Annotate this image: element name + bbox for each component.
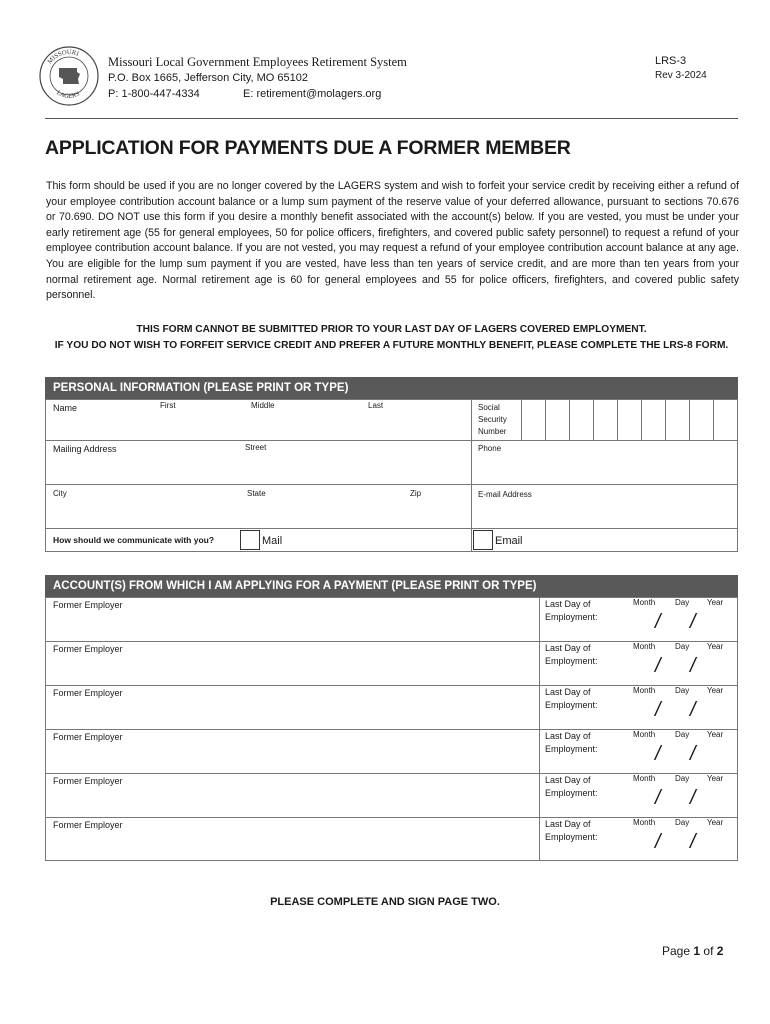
org-phone: P: 1-800-447-4334 [108, 88, 200, 100]
divider [471, 399, 472, 552]
page-title: APPLICATION FOR PAYMENTS DUE A FORMER MEMBER [45, 137, 571, 159]
last-day-date-input[interactable] [625, 609, 735, 637]
date-slash: / [690, 611, 696, 633]
year-label: Year [707, 642, 724, 651]
last-day-date-input[interactable] [625, 829, 735, 857]
last-day-date-input[interactable] [625, 697, 735, 725]
mailing-address-label: Mailing Address [53, 444, 117, 454]
last-day-date-input[interactable] [625, 785, 735, 813]
street-input[interactable] [50, 456, 467, 482]
email-option-label: Email [495, 535, 523, 547]
phone-label: Phone [478, 444, 502, 453]
intro-paragraph: This form should be used if you are no longer covered by the LAGERS system and wish to forfeit your service credit by receiving either a refund of your employee contribution account balance or a lump sum payment of the reserve value of your deferred allowance, pursuant to sections 70.676 or 70.690. DO NOT use this form if you desire a monthly benefit associated with the account(s) below. If you are vested, you must be under your early retirement age (55 for general employees, 50 for police officers, firefighters, and covered public safety personnel) to request a refund of your employee contribution account balance. If you are not vested, you may request a refund of your employee contribution account balance at any age. You are eligible for the lump sum payment if you are vested, have less than ten years of service credit, and are more than ten years from your normal retirement age. Normal retirement age is 60 for general employees and 55 for police officers, firefighters, and covered public safety personnel. [46, 180, 739, 302]
date-slash: / [690, 831, 696, 853]
former-employer-input[interactable] [51, 700, 537, 726]
date-slash: / [655, 655, 661, 677]
state-label: State [247, 489, 266, 498]
divider [45, 440, 738, 441]
day-label: Day [675, 730, 690, 739]
org-email: E: retirement@molagers.org [243, 88, 382, 100]
account-row [45, 641, 738, 685]
personal-info-heading: PERSONAL INFORMATION (PLEASE PRINT OR TYPE) [45, 377, 738, 399]
mail-option-label: Mail [262, 535, 283, 547]
date-slash: / [690, 655, 696, 677]
former-employer-input[interactable] [51, 612, 537, 638]
name-label: Name [53, 403, 78, 413]
account-row [45, 773, 738, 817]
page-current: 1 [693, 944, 701, 958]
date-slash: / [655, 787, 661, 809]
divider [45, 528, 738, 529]
former-employer-label: Former Employer [53, 600, 123, 610]
year-label: Year [707, 730, 724, 739]
form-number: LRS-3 [655, 55, 687, 67]
date-slash: / [690, 699, 696, 721]
account-row [45, 597, 738, 641]
former-employer-label: Former Employer [53, 820, 123, 830]
svg-text:LAGERS: LAGERS [55, 89, 81, 101]
notice-line-1: THIS FORM CANNOT BE SUBMITTED PRIOR TO YOUR LAST DAY OF LAGERS COVERED EMPLOYMENT. [136, 324, 647, 335]
account-row [45, 729, 738, 773]
former-employer-label: Former Employer [53, 732, 123, 742]
former-employer-input[interactable] [51, 656, 537, 682]
day-label: Day [675, 642, 690, 651]
page-number [662, 944, 723, 958]
last-day-label: Last Day of Employment: [545, 643, 598, 666]
sign-page-two-note: PLEASE COMPLETE AND SIGN PAGE TWO. [270, 896, 500, 908]
month-label: Month [633, 598, 656, 607]
last-day-date-input[interactable] [625, 741, 735, 769]
day-label: Day [675, 818, 690, 827]
year-label: Year [707, 598, 724, 607]
page-total: 2 [716, 944, 724, 958]
last-day-label: Last Day of Employment: [545, 599, 598, 622]
form-revision: Rev 3-2024 [655, 70, 707, 81]
email-checkbox[interactable] [473, 530, 493, 550]
last-day-label: Last Day of Employment: [545, 775, 598, 798]
day-label: Day [675, 774, 690, 783]
account-row [45, 817, 738, 861]
date-slash: / [690, 787, 696, 809]
mail-checkbox[interactable] [240, 530, 260, 550]
street-label: Street [245, 443, 267, 452]
communicate-label: How should we communicate with you? [53, 535, 215, 545]
month-label: Month [633, 818, 656, 827]
svg-text:MISSOURI: MISSOURI [46, 48, 80, 66]
city-label: City [53, 489, 67, 498]
email-address-input[interactable] [475, 502, 735, 526]
page-label: Page [662, 944, 691, 958]
day-label: Day [675, 598, 690, 607]
last-day-label: Last Day of Employment: [545, 731, 598, 754]
last-day-label: Last Day of Employment: [545, 687, 598, 710]
city-state-zip-input[interactable] [50, 500, 467, 526]
org-contact [108, 88, 381, 100]
ssn-input[interactable] [522, 400, 737, 439]
date-slash: / [655, 743, 661, 765]
month-label: Month [633, 730, 656, 739]
account-row [45, 685, 738, 729]
name-input[interactable] [50, 414, 467, 438]
notice [30, 322, 753, 354]
notice-line-2: IF YOU DO NOT WISH TO FORFEIT SERVICE CREDIT AND PREFER A FUTURE MONTHLY BENEFIT, PLEASE COMPLETE THE LRS-8 FORM. [54, 340, 729, 351]
month-label: Month [633, 642, 656, 651]
org-address: P.O. Box 1665, Jefferson City, MO 65102 [108, 72, 308, 84]
year-label: Year [707, 818, 724, 827]
first-label: First [160, 401, 176, 410]
former-employer-input[interactable] [51, 832, 537, 858]
middle-label: Middle [251, 401, 275, 410]
email-address-label: E-mail Address [478, 490, 532, 499]
year-label: Year [707, 774, 724, 783]
last-day-label: Last Day of Employment: [545, 819, 598, 842]
year-label: Year [707, 686, 724, 695]
day-label: Day [675, 686, 690, 695]
divider [45, 484, 738, 485]
month-label: Month [633, 774, 656, 783]
former-employer-input[interactable] [51, 744, 537, 770]
date-slash: / [655, 611, 661, 633]
former-employer-label: Former Employer [53, 688, 123, 698]
last-day-date-input[interactable] [625, 653, 735, 681]
header-divider [45, 118, 738, 119]
ssn-label: Social Security Number [478, 403, 507, 436]
date-slash: / [655, 831, 661, 853]
org-name: Missouri Local Government Employees Retirement System [108, 55, 407, 69]
former-employer-label: Former Employer [53, 776, 123, 786]
date-slash: / [690, 743, 696, 765]
zip-label: Zip [410, 489, 422, 498]
accounts-heading: ACCOUNT(S) FROM WHICH I AM APPLYING FOR A PAYMENT (PLEASE PRINT OR TYPE) [45, 575, 738, 597]
last-label: Last [368, 401, 384, 410]
phone-input[interactable] [475, 456, 735, 482]
former-employer-label: Former Employer [53, 644, 123, 654]
lagers-seal-logo [39, 46, 99, 106]
former-employer-input[interactable] [51, 788, 537, 814]
date-slash: / [655, 699, 661, 721]
month-label: Month [633, 686, 656, 695]
page-of: of [703, 944, 714, 958]
